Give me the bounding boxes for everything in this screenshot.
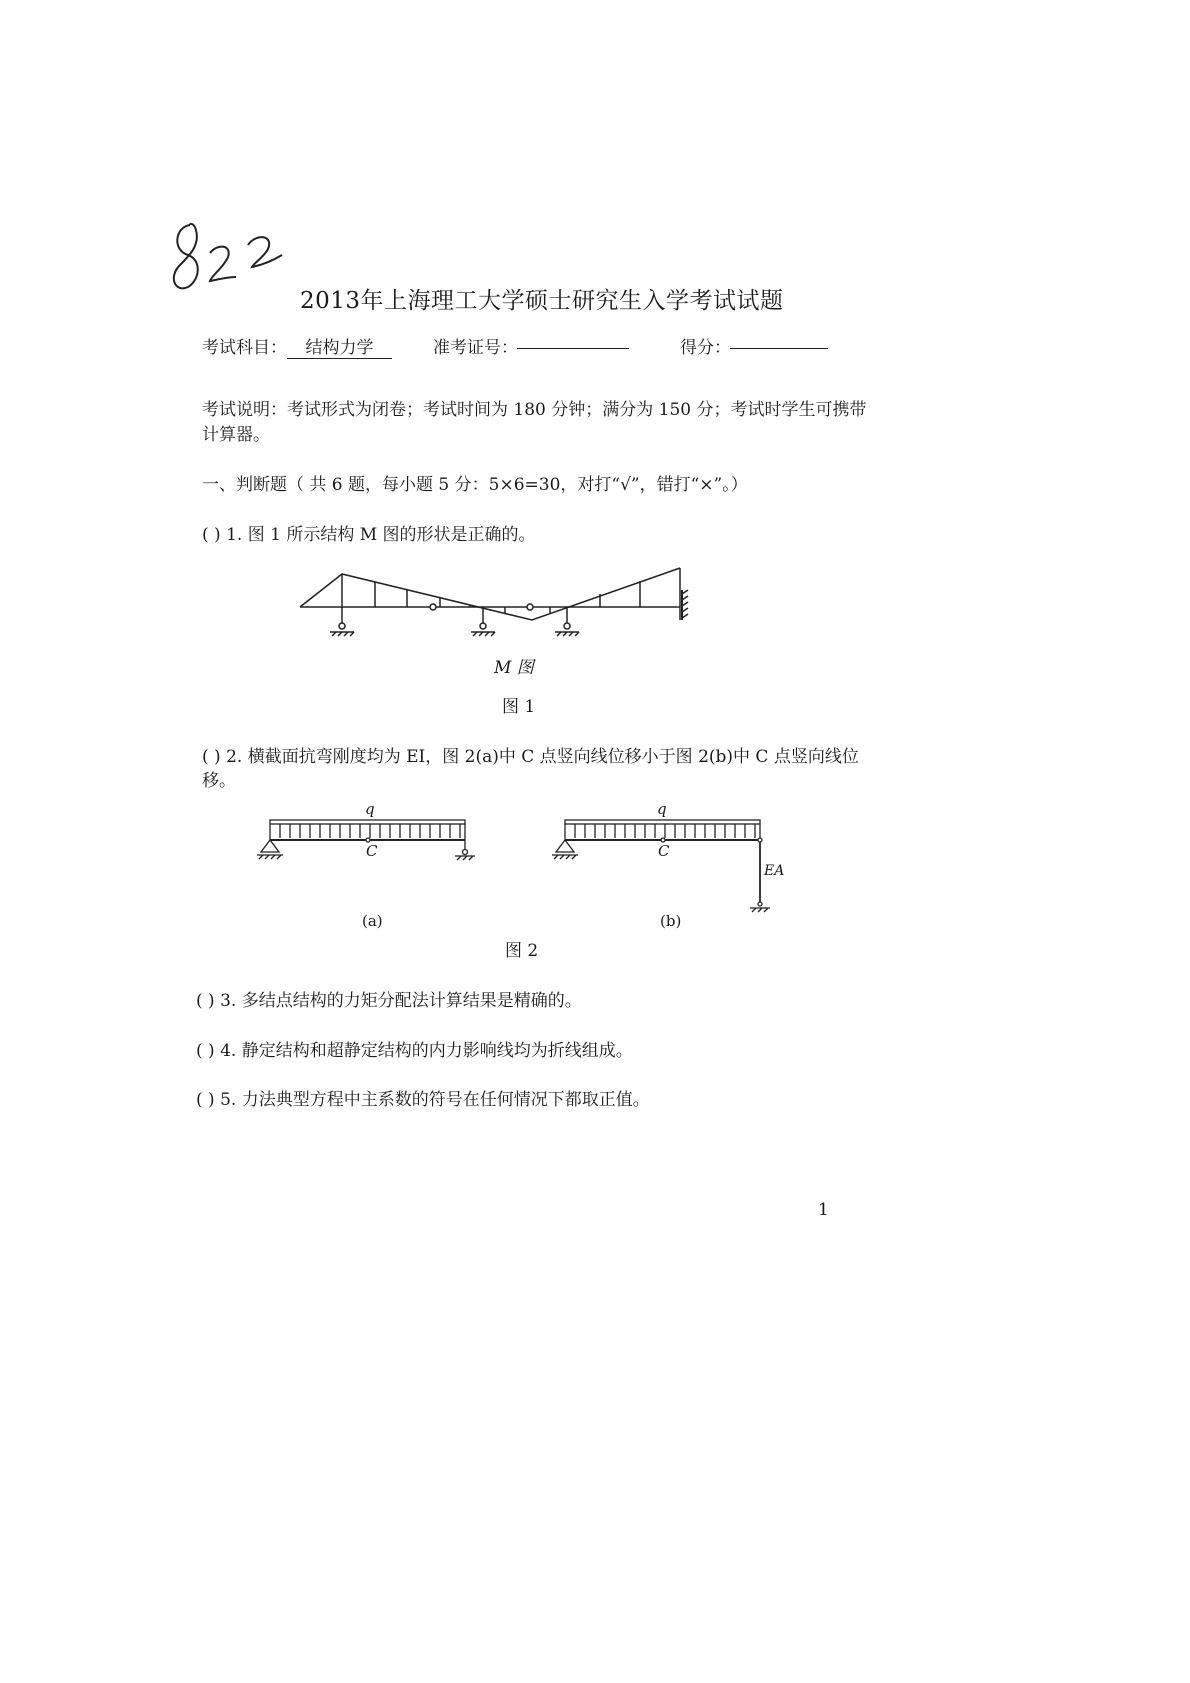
load-arrows-a [280,824,460,838]
moment-outline [300,568,680,620]
subject-label: 考试科目： [202,338,287,358]
support-2 [471,607,495,636]
answer-blank-1: ( ) [202,525,221,545]
question-5-text: 5. 力法典型方程中主系数的符号在任何情况下都取正值。 [220,1090,650,1110]
hinge-2 [527,604,533,610]
sub-label-b: (b) [660,912,682,930]
load-bar-b [565,820,760,824]
answer-blank-5: ( ) [196,1090,215,1110]
question-2-text: 2. 横截面抗弯刚度均为 EI，图 2(a)中 C 点竖向线位移小于图 2(b)中 C 点竖向线位 [226,747,859,767]
point-label-b: C [658,842,670,860]
load-arrows-b [575,824,755,838]
question-2-cont: 移。 [202,771,236,791]
question-3-text: 3. 多结点结构的力矩分配法计算结果是精确的。 [220,991,582,1011]
figure1-caption: 图 1 [502,697,536,717]
question-4-text: 4. 静定结构和超静定结构的内力影响线均为折线组成。 [220,1041,633,1061]
question-4 [196,1036,633,1061]
question-1 [202,520,536,545]
subject-value: 结构力学 [287,333,392,359]
instructions-line1: 考试说明：考试形式为闭卷；考试时间为 180 分钟；满分为 150 分；考试时学生可携带 [202,400,867,420]
section1-heading: 一、判断题（ 共 6 题，每小题 5 分：5×6=30，对打“√”，错打“×”。） [202,475,748,495]
figure2-caption: 图 2 [505,941,539,961]
handwritten-822 [160,205,300,300]
instructions-line2: 计算器。 [202,425,270,445]
figure1-diagram-label: M 图 [494,658,534,678]
answer-blank-4: ( ) [196,1041,215,1061]
load-bar-a [270,820,465,824]
question-3 [196,986,582,1011]
support-1 [330,607,354,636]
member-label-b: EA [764,863,785,879]
sub-label-a: (a) [362,912,383,930]
question-2 [202,742,859,767]
load-label-a: q [365,800,375,818]
exam-title: 2013年上海理工大学硕士研究生入学考试试题 [300,288,784,314]
exam-id-blank [517,348,629,349]
score-label: 得分： [680,338,731,358]
score-blank [730,348,828,349]
exam-id-label: 准考证号： [433,338,518,358]
figure1-moment-diagram [295,560,705,645]
question-1-text: 1. 图 1 所示结构 M 图的形状是正确的。 [226,525,536,545]
load-label-b: q [657,800,667,818]
point-label-a: C [366,842,378,860]
page-number: 1 [818,1200,829,1220]
answer-blank-3: ( ) [196,991,215,1011]
answer-blank-2: ( ) [202,747,221,767]
hinge-1 [430,604,436,610]
question-5 [196,1085,650,1110]
